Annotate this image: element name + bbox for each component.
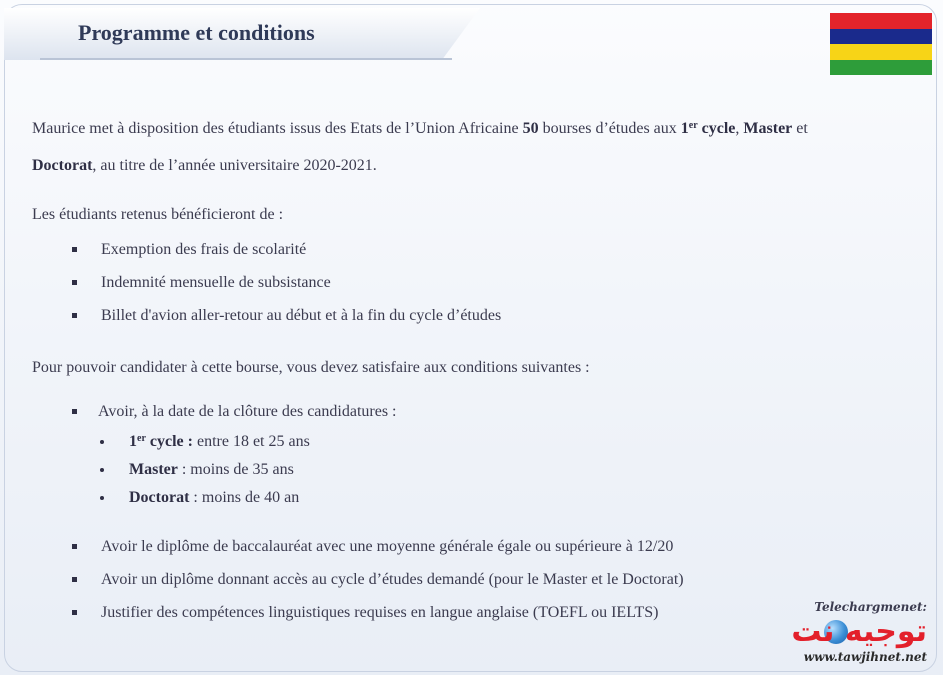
requirement-text: Avoir le diplôme de baccalauréat avec une moyenne générale égale ou supérieure à 12/20 — [101, 538, 674, 555]
list-item — [32, 563, 922, 596]
dot-bullet-icon — [100, 440, 104, 444]
age-cycle-word: cycle : — [145, 433, 193, 450]
intro-text-1: Maurice met à disposition des étudiants issus des Etats de l’Union Africaine — [32, 120, 523, 137]
age-cycle-superscript: er — [137, 433, 146, 444]
intro-text-2: bourses d’études aux — [538, 120, 681, 137]
square-bullet-icon — [72, 280, 77, 285]
watermark-url: www.tawjihnet.net — [803, 650, 927, 664]
list-item — [32, 428, 922, 456]
watermark-caption: Telechargmenet: — [814, 600, 927, 614]
list-item — [32, 456, 922, 484]
watermark-logo: توجيه نت — [791, 614, 927, 649]
benefits-heading: Les étudiants retenus bénéficieront de : — [32, 206, 284, 223]
list-item — [32, 299, 922, 332]
slide-content — [32, 110, 922, 629]
list-item — [32, 266, 922, 299]
square-bullet-icon — [72, 610, 77, 615]
master-label: Master — [743, 120, 793, 137]
benefit-text: Exemption des frais de scolarité — [101, 241, 307, 258]
age-limit-text: : moins de 35 ans — [177, 461, 294, 478]
square-bullet-icon — [72, 544, 77, 549]
conditions-heading: Pour pouvoir candidater à cette bourse, vous devez satisfaire aux conditions suivantes : — [32, 359, 590, 376]
age-cycle-label: Doctorat — [129, 489, 190, 506]
doctorat-label: Doctorat — [32, 157, 93, 174]
flag-stripe-red — [830, 13, 932, 29]
age-limit-text: entre 18 et 25 ans — [192, 433, 310, 450]
first-cycle-word: cycle — [697, 120, 736, 137]
list-item — [32, 484, 922, 512]
title-underline — [40, 58, 452, 60]
conditions-list — [32, 395, 922, 428]
flag-stripe-yellow — [830, 44, 932, 60]
age-cycle-label: Master — [129, 461, 178, 478]
square-bullet-icon — [72, 577, 77, 582]
flag-stripe-green — [830, 60, 932, 76]
age-cycle-label — [129, 433, 193, 450]
scholarship-count: 50 — [522, 120, 539, 137]
flag-stripe-blue — [830, 29, 932, 45]
dot-bullet-icon — [100, 468, 104, 472]
page-title: Programme et conditions — [78, 20, 315, 45]
requirement-text: Avoir un diplôme donnant accès au cycle d’études demandé (pour le Master et le Doctorat) — [101, 571, 684, 588]
intro-text-3: , au titre de l’année universitaire 2020-2021. — [92, 157, 377, 174]
benefit-text: Billet d'avion aller-retour au début et à la fin du cycle d’études — [101, 307, 502, 324]
dot-bullet-icon — [100, 496, 104, 500]
benefits-list — [32, 233, 922, 332]
square-bullet-icon — [72, 313, 77, 318]
first-cycle-number: 1 — [680, 120, 689, 137]
requirement-text: Justifier des compétences linguistiques requises en langue anglaise (TOEFL ou IELTS) — [101, 604, 659, 621]
age-limits-list — [32, 428, 922, 512]
intro-and: et — [792, 120, 808, 137]
list-item — [32, 395, 922, 428]
list-item — [32, 530, 922, 563]
age-limit-text: : moins de 40 an — [189, 489, 300, 506]
square-bullet-icon — [72, 247, 77, 252]
first-cycle-label — [681, 120, 736, 137]
square-bullet-icon — [72, 409, 77, 414]
list-item — [32, 233, 922, 266]
benefit-text: Indemnité mensuelle de subsistance — [101, 274, 331, 291]
mauritius-flag-icon — [830, 13, 932, 75]
age-cycle-number: 1 — [129, 433, 137, 450]
first-cycle-superscript: er — [688, 120, 698, 131]
intro-paragraph — [32, 110, 922, 184]
age-condition-label: Avoir, à la date de la clôture des candidatures : — [98, 403, 397, 420]
watermark — [760, 600, 935, 670]
intro-comma: , — [735, 120, 744, 137]
